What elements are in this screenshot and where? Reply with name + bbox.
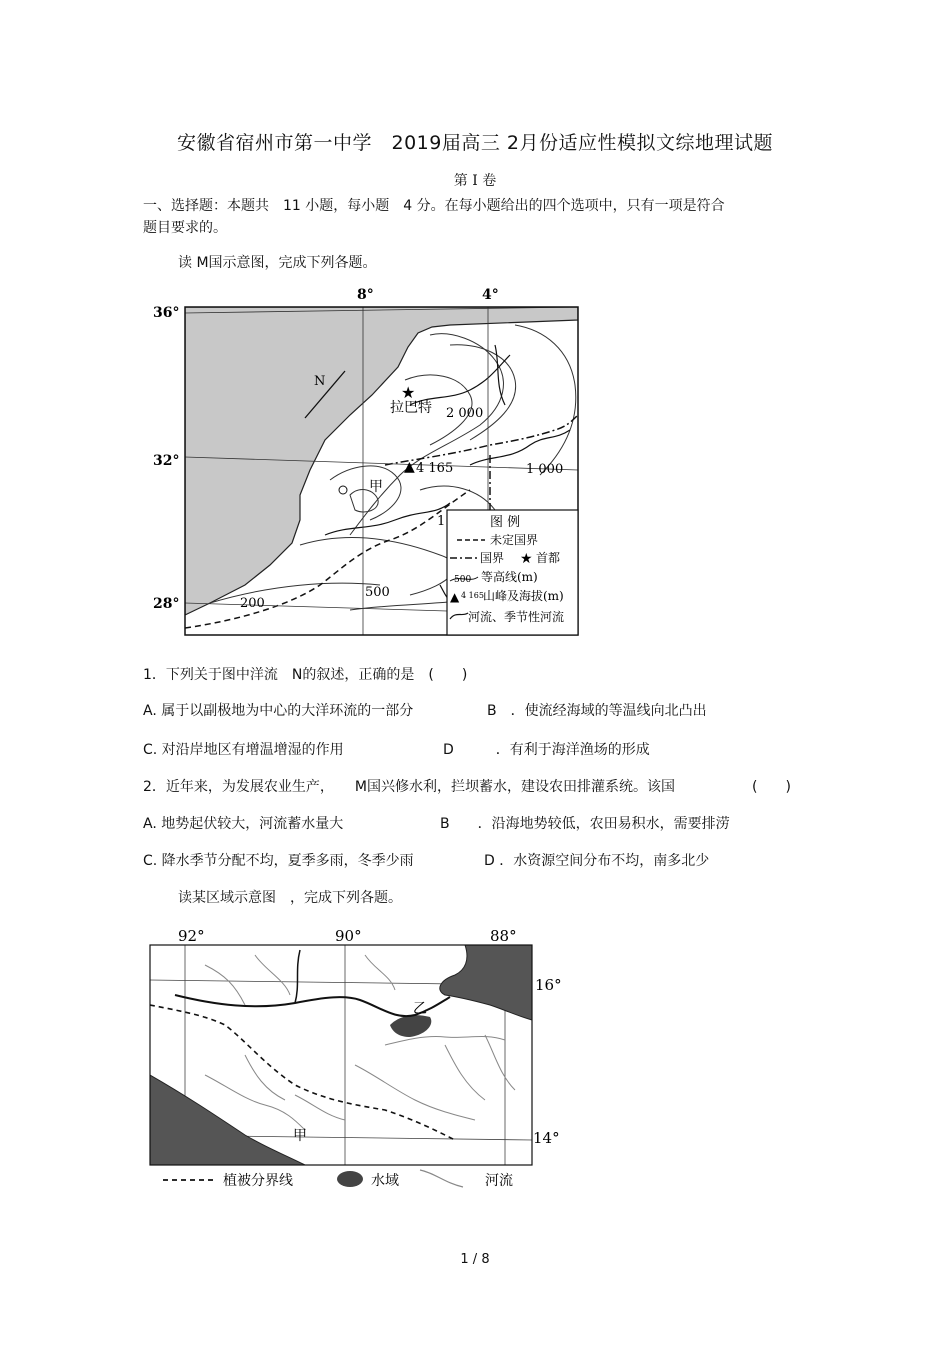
lat-label-36: 36° bbox=[153, 305, 180, 321]
capital-label: 拉巴特 bbox=[390, 400, 432, 416]
q1-option-c: C. 对沿岸地区有增温增湿的作用 bbox=[143, 742, 344, 758]
document-title: 安徽省宿州市第一中学 2019届高三 2月份适应性模拟文综地理试题 bbox=[177, 132, 773, 154]
section-instruction-line2: 题目要求的。 bbox=[143, 220, 227, 236]
lake-yi bbox=[390, 1015, 431, 1037]
legend-water: 水域 bbox=[371, 1173, 399, 1189]
contour-label-200: 200 bbox=[240, 596, 265, 611]
legend-vegetation-boundary: 植被分界线 bbox=[223, 1173, 293, 1189]
q2-paren: ( ) bbox=[752, 779, 791, 795]
contour-label-2000: 2 000 bbox=[446, 406, 484, 421]
lon-label-4: 4° bbox=[482, 287, 499, 303]
lon-label-88: 88° bbox=[490, 927, 517, 945]
sea-southwest bbox=[150, 1075, 305, 1165]
q1-stem: 1．下列关于图中洋流 N的叙述，正确的是 ( ) bbox=[143, 667, 468, 683]
legend-peak-triangle-icon: ▲ bbox=[450, 590, 460, 604]
page-number: 1 / 8 bbox=[460, 1252, 490, 1267]
map2-legend bbox=[163, 1170, 513, 1189]
lat-label-32: 32° bbox=[153, 453, 180, 469]
legend-capital: 首都 bbox=[536, 551, 561, 565]
volume-heading: 第 I 卷 bbox=[453, 173, 497, 189]
legend-border: 国界 bbox=[480, 551, 505, 565]
q2-option-a: A. 地势起伏较大，河流蓄水量大 bbox=[143, 816, 344, 832]
lat-label-14: 14° bbox=[533, 1129, 560, 1147]
legend-peak: 山峰及海拔(m) bbox=[483, 589, 564, 603]
contour-label-1000: 1 000 bbox=[526, 462, 564, 477]
map1-legend bbox=[447, 510, 578, 635]
intro-map2: 读某区域示意图 ，完成下列各题。 bbox=[178, 890, 402, 906]
capital-star-icon: ★ bbox=[401, 383, 416, 402]
water-northeast bbox=[440, 945, 532, 1020]
q1-option-a: A. 属于以副极地为中心的大洋环流的一部分 bbox=[143, 703, 414, 719]
legend-contour: 等高线(m) bbox=[481, 570, 538, 584]
current-label-n: N bbox=[314, 374, 326, 389]
legend-river-icon bbox=[420, 1170, 463, 1187]
legend-title: 图 例 bbox=[490, 515, 521, 530]
q1-option-d: D ．有利于海洋渔场的形成 bbox=[443, 742, 650, 758]
peak-elevation: 4 165 bbox=[416, 461, 454, 476]
contour-label-1: 1 bbox=[437, 514, 446, 529]
lat-label-28: 28° bbox=[153, 596, 180, 612]
q2-option-b: B ．沿海地势较低，农田易积水，需要排涝 bbox=[440, 816, 730, 832]
lon-label-92: 92° bbox=[178, 927, 205, 945]
legend-water-icon bbox=[337, 1171, 363, 1187]
intro-map1: 读 M国示意图，完成下列各题。 bbox=[178, 255, 377, 271]
peak-triangle-icon: ▲ bbox=[404, 459, 415, 475]
q1-option-b: B ．使流经海域的等温线向北凸出 bbox=[487, 703, 707, 719]
legend-capital-star-icon: ★ bbox=[520, 551, 533, 567]
legend-peak-sample: 4 165 bbox=[461, 591, 484, 600]
lon-label-8: 8° bbox=[357, 287, 374, 303]
q2-stem: 2．近年来，为发展农业生产， M国兴修水利，拦坝蓄水，建设农田排灌系统。该国 bbox=[143, 779, 675, 795]
q2-option-c: C. 降水季节分配不均，夏季多雨，冬季少雨 bbox=[143, 853, 414, 869]
legend-disputed-border: 未定国界 bbox=[490, 533, 539, 547]
contour-label-500: 500 bbox=[365, 585, 390, 600]
lon-label-90: 90° bbox=[335, 927, 362, 945]
legend-river-map2: 河流 bbox=[485, 1173, 513, 1189]
lat-label-16: 16° bbox=[535, 976, 562, 994]
legend-contour-sample: 500 bbox=[454, 575, 472, 585]
place-jia-map2: 甲 bbox=[293, 1128, 307, 1144]
place-jia: 甲 bbox=[369, 479, 383, 495]
map-m-country bbox=[150, 285, 590, 640]
place-yi: 乙 bbox=[413, 1001, 427, 1017]
map-region bbox=[145, 925, 575, 1195]
legend-river: 河流、季节性河流 bbox=[468, 610, 565, 624]
q2-option-d: D ．水资源空间分布不均，南多北少 bbox=[484, 853, 710, 869]
section-instruction-line1: 一、选择题：本题共 11 小题，每小题 4 分。在每小题给出的四个选项中，只有一项是符合 bbox=[143, 198, 725, 214]
